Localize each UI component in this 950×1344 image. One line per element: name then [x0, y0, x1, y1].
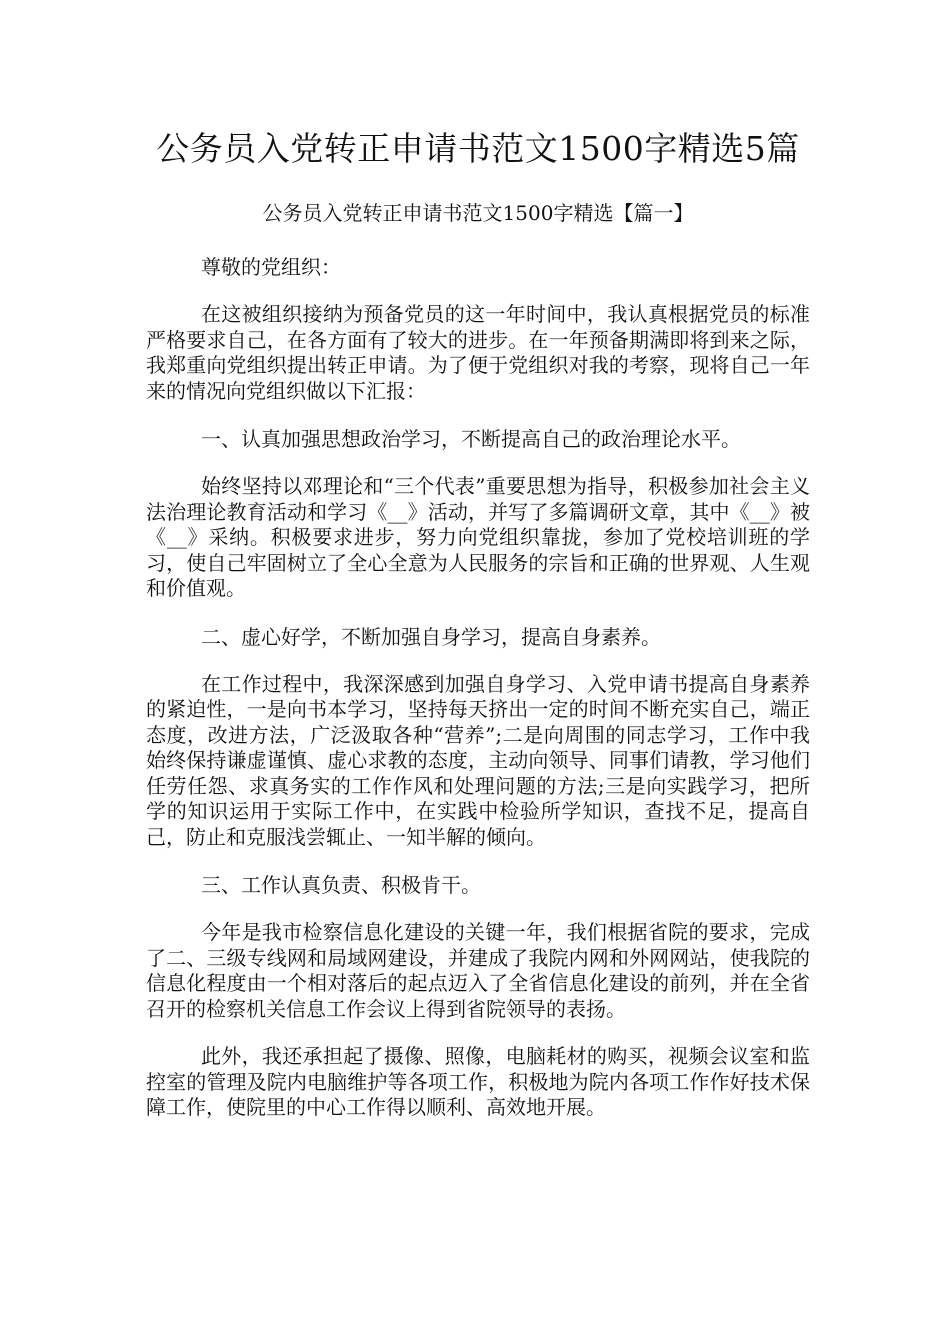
section-heading: 三、工作认真负责、积极肯干。: [201, 873, 481, 897]
body-paragraph: 在这被组织接纳为预备党员的这一年时间中，我认真根据党员的标准严格要求自己，在各方面有了较大的进步。在一年预备期满即将到来之际，我郑重向党组织提出转正申请。为了便于党组织对我的考察，现将自己一年来的情况向党组织做以下汇报：: [146, 302, 810, 403]
section-heading: 一、认真加强思想政治学习，不断提高自己的政治理论水平。: [201, 427, 741, 451]
body-paragraph: 始终坚持以邓理论和“三个代表”重要思想为指导，积极参加社会主义法治理论教育活动和学习《__》活动，并写了多篇调研文章，其中《__》被《__》采纳。积极要求进步，努力向党组织靠拢，参加了党校培训班的学习，使自己牢固树立了全心全意为人民服务的宗旨和正确的世界观、人生观和价值观。: [146, 474, 810, 600]
section-subtitle: 公务员入党转正申请书范文1500字精选【篇一】: [262, 201, 694, 225]
body-paragraph: 在工作过程中，我深深感到加强自身学习、入党申请书提高自身素养的紧迫性，一是向书本学习，坚持每天挤出一定的时间不断充实自己，端正态度，改进方法，广泛汲取各种“营养”;二是向周围的同志学习，工作中我始终保持谦虚谨慎、虚心求教的态度，主动向领导、同事们请教，学习他们任劳任怨、求真务实的工作作风和处理问题的方法;三是向实践学习，把所学的知识运用于实际工作中，在实践中检验所学知识，查找不足，提高自己，防止和克服浅尝辄止、一知半解的倾向。: [146, 671, 810, 849]
body-paragraph: 此外，我还承担起了摄像、照像，电脑耗材的购买，视频会议室和监控室的管理及院内电脑维护等各项工作，积极地为院内各项工作作好技术保障工作，使院里的中心工作得以顺利、高效地开展。: [146, 1044, 810, 1119]
salutation: 尊敬的党组织：: [201, 255, 341, 279]
document-title: 公务员入党转正申请书范文1500字精选5篇: [156, 129, 800, 168]
document-body: [146, 302, 810, 1121]
section-heading: 二、虚心好学，不断加强自身学习，提高自身素养。: [201, 624, 661, 649]
body-paragraph: 今年是我市检察信息化建设的关键一年，我们根据省院的要求，完成了二、三级专线网和局域网建设，并建成了我院内网和外网网站，使我院的信息化程度由一个相对落后的起点迈入了全省信息化建设的前列，并在全省召开的检察机关信息工作会议上得到省院领导的表扬。: [146, 920, 810, 1021]
